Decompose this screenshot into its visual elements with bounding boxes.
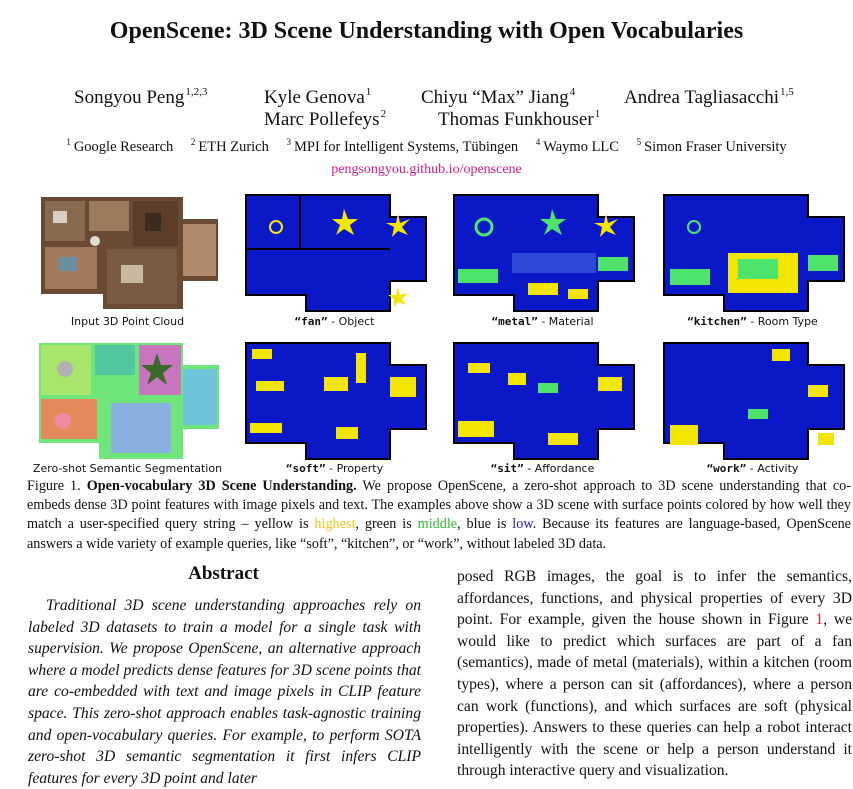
affiliation: $^1$ Google Research <box>66 137 174 155</box>
author: Thomas Funkhouser$^1$ <box>438 108 601 130</box>
panel-caption-input: Input 3D Point Cloud <box>70 315 185 328</box>
semantic-segmentation-image <box>33 337 223 465</box>
author: Chiyu “Max” Jiang$^4$ <box>421 86 576 108</box>
panel-caption-sit: “sit” - Affordance <box>490 462 595 475</box>
intro-paragraph: posed RGB images, the goal is to infer the semantics, affordances, functions, and physical properties of every 3D point. For example, given the house shown in Figure 1, we would like to predict which surfaces are part of a fan (semantics), made of metal (materials), within a kitchen (room types), where a person can sit (affordances), where a person can work (functions), and which surfaces are soft (physical properties). Answers to these queries can help a robot interact intelligently with the scene or help a person understand it through interactive query and visualization. <box>457 568 852 780</box>
author: Kyle Genova$^1$ <box>264 86 372 108</box>
affiliation: $^5$ Simon Fraser University <box>636 137 787 155</box>
author: Marc Pollefeys$^2$ <box>264 108 387 130</box>
author: Songyou Peng$^{1,2,3}$ <box>74 86 208 108</box>
author: Andrea Tagliasacchi$^{1,5}$ <box>624 86 794 108</box>
figure-1 <box>31 187 853 477</box>
sit-query-map <box>448 337 638 465</box>
paper-title: OpenScene: 3D Scene Understanding with Open Vocabularies <box>109 18 744 44</box>
fan-query-map <box>240 189 430 317</box>
metal-query-map <box>448 189 638 317</box>
abstract-text: Traditional 3D scene understanding approaches rely on labeled 3D datasets to train a model for a single task with supervision. We propose OpenScene, an alternative approach where a model predicts dense features for 3D scene points that are co-embedded with text and image pixels in CLIP feature space. This zero-shot approach enables task-agnostic training and open-vocabulary queries. For example, to perform SOTA zero-shot 3D semantic segmentation it first infers CLIP features for every 3D point and later <box>28 597 421 787</box>
input-point-cloud-image <box>33 189 223 317</box>
panel-caption-work: “work” - Activity <box>706 462 799 475</box>
panel-caption-soft: “soft” - Property <box>285 462 384 475</box>
project-url-link[interactable]: pengsongyou.github.io/openscene <box>331 162 522 177</box>
affiliation: $^4$ Waymo LLC <box>535 137 619 155</box>
panel-caption-seg: Zero-shot Semantic Segmentation <box>32 462 223 475</box>
affiliation-list <box>0 137 853 156</box>
affiliation: $^3$ MPI for Intelligent Systems, Tübingen <box>286 137 519 155</box>
figure-ref-link[interactable]: 1 <box>815 611 824 629</box>
work-query-map <box>658 337 848 465</box>
figure-caption: Figure 1. Open-vocabulary 3D Scene Understanding. We propose OpenScene, a zero-shot approach to 3D scene understanding that co-embeds dense 3D point features with image pixels and text. The examples above show a 3D scene with surface points colored by how well they match a user-specified query string – yellow is highest, green is middle, blue is low. Because its features are language-based, OpenScene answers a wide variety of example queries, like “soft”, “kitchen”, or “work”, without labeled 3D data. <box>27 478 852 552</box>
affiliation: $^2$ ETH Zurich <box>190 137 269 155</box>
panel-caption-kitchen: “kitchen” - Room Type <box>687 315 818 328</box>
abstract-heading: Abstract <box>188 563 259 584</box>
soft-query-map <box>240 337 430 465</box>
panel-caption-metal: “metal” - Material <box>491 315 594 328</box>
kitchen-query-map <box>658 189 848 317</box>
panel-caption-fan: “fan” - Object <box>294 315 375 328</box>
